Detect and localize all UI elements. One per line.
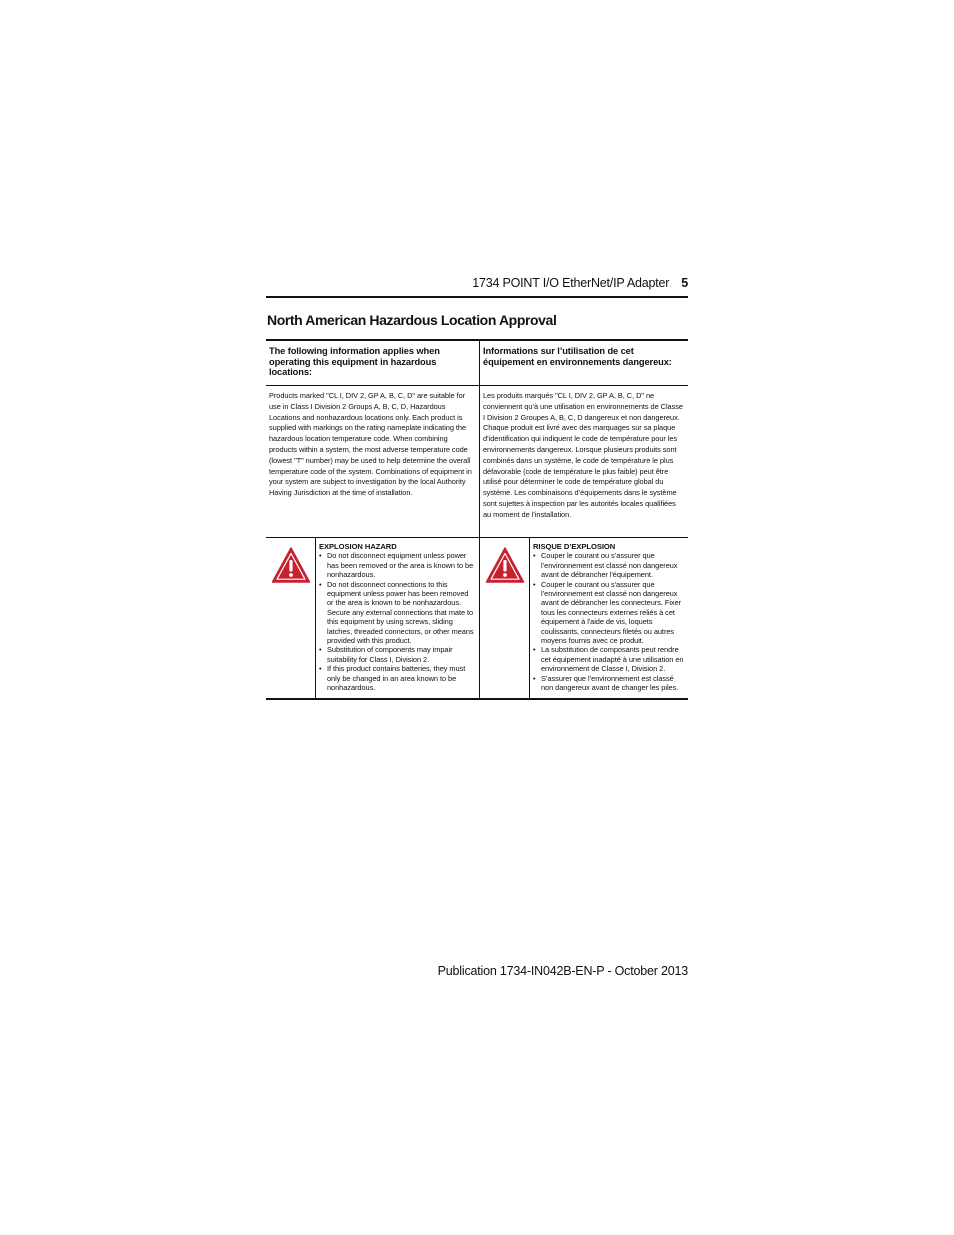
page-header <box>266 273 688 295</box>
list-item: • Substitution of components may impair suitability for Class I, Division 2. <box>319 645 476 664</box>
english-warning-icon-box <box>266 538 316 698</box>
list-item: • Do not disconnect equipment unless power has been removed or the area is known to be nonhazardous. <box>319 551 476 579</box>
english-body: Products marked "CL I, DIV 2, GP A, B, C, D" are suitable for use in Class I Division 2 Groups A, B, C, D, Hazardous Locations and nonhazardous locations only. Each product is supplied with markings on the rating nameplate indicating the hazardous location temperature code. When combining products within a system, the most adverse temperature code (lowest "T" number) may be used to help determine the overall temperature code of the system. Combinations of equipment in your system are subject to investigation by the local Authority Having Jurisdiction at the time of installation. <box>266 386 480 537</box>
english-warning-list <box>319 551 476 692</box>
header-rule <box>266 296 688 298</box>
table-warning-row <box>266 538 688 698</box>
publication-footer: Publication 1734-IN042B-EN-P - October 2013 <box>437 964 688 978</box>
english-warning-title: EXPLOSION HAZARD <box>319 542 397 551</box>
list-item: • Couper le courant ou s’assurer que l’environnement est classé non dangereux avant de débrancher l'équipement. <box>533 551 685 579</box>
list-item: • Do not disconnect connections to this equipment unless power has been removed or the area is known to be nonhazardous. Secure any external connections that mate to this equipment by using screws, sliding latches, threaded connectors, or other means provided with this product. <box>319 580 476 646</box>
french-body: Les produits marqués "CL I, DIV 2, GP A, B, C, D" ne conviennent qu’à une utilisation en environnements de Classe I Division 2 Groupes A, B, C, D dangereux et non dangereux. Chaque produit est livré avec des marquages sur sa plaque d’identification qui indiquent le code de température pour les environnements dangereux. Lorsque plusieurs produits sont combinés dans un système, le code de température le plus défavorable (code de température le plus faible) peut être utilisé pour déterminer le code de température global du système. Les combinaisons d’équipements dans le système sont sujettes à inspection par les autorités locales qualifiées au moment de l’installation. <box>483 391 683 519</box>
warning-triangle-icon <box>271 546 311 584</box>
french-warning-list <box>533 551 685 692</box>
warning-triangle-icon <box>485 546 525 584</box>
list-item: • Couper le courant ou s'assurer que l’environnement est classé non dangereux avant de débrancher les connecteurs. Fixer tous les connecteurs externes reliés à cet équipement à l'aide de vis, loquets coulissants, connecteurs filetés ou autres moyens fournis avec ce produit. <box>533 580 685 646</box>
french-heading: Informations sur l’utilisation de cet équipement en environnements dangereux: <box>483 346 672 367</box>
english-heading: The following information applies when operating this equipment in hazardous locations: <box>266 341 480 385</box>
list-item: • La substitution de composants peut rendre cet équipement inadapté à une utilisation en environnement de Classe I, Division 2. <box>533 645 685 673</box>
french-warning-icon-box <box>480 538 530 698</box>
section-title: North American Hazardous Location Approval <box>267 312 557 328</box>
english-warning-cell <box>266 538 480 698</box>
list-item: • S’assurer que l’environnement est classé non dangereux avant de changer les piles. <box>533 674 685 693</box>
french-warning-text <box>530 538 688 698</box>
document-title: 1734 POINT I/O EtherNet/IP Adapter <box>472 276 670 290</box>
english-warning-text <box>316 538 479 698</box>
table-body-row <box>266 386 688 538</box>
page-number: 5 <box>681 276 688 290</box>
list-item: • If this product contains batteries, they must only be changed in an area known to be nonhazardous. <box>319 664 476 692</box>
table-heading-row <box>266 341 688 386</box>
french-warning-title: RISQUE D’EXPLOSION <box>533 542 616 551</box>
hazardous-location-table <box>266 339 688 700</box>
french-warning-cell <box>480 538 688 698</box>
